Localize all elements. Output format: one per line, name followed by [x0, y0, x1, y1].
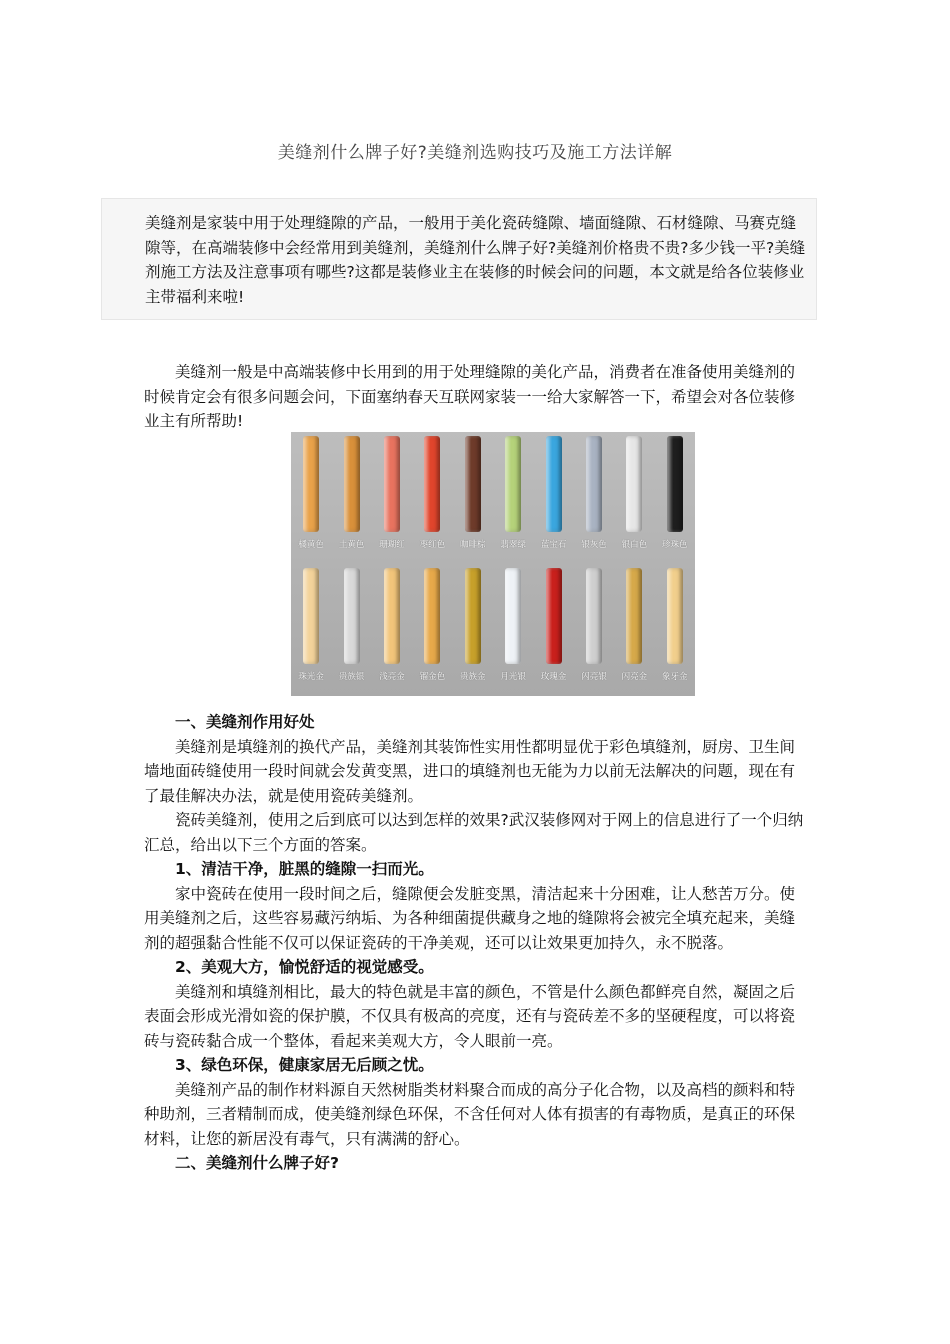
swatch-strip-row1-3: [424, 436, 440, 532]
swatch-label: 象牙金: [662, 672, 688, 682]
point-3-heading: 3、绿色环保，健康家居无后顾之忧。: [175, 1056, 434, 1074]
swatch-strip-row2-0: [303, 568, 319, 664]
swatch-label: 银灰色: [581, 540, 607, 550]
swatch-label: 闪亮金: [621, 672, 648, 682]
point-3-text: 美缝剂产品的制作材料源自天然树脂类材料聚合而成的高分子化合物，以及高档的颜料和特种助剂，三者精制而成，使美缝剂绿色环保，不含任何对人体有损害的有毒物质，是真正的环保材料，让您的新居没有毒气，只有满满的舒心。: [144, 1080, 796, 1148]
swatch-label: 浅亮金: [379, 672, 405, 682]
swatch-strip-row1-4: [465, 436, 481, 532]
swatch-strip-row1-2: [384, 436, 400, 532]
swatch-row-2: [291, 564, 695, 696]
section-2-heading: 二、美缝剂什么牌子好?: [175, 1154, 339, 1172]
swatch-row-1: [291, 432, 695, 564]
swatch-strip-row2-6: [546, 568, 562, 664]
swatch-strip-row1-8: [626, 436, 642, 532]
swatch-label: 橘黄色: [298, 540, 324, 550]
point-1-heading: 1、清洁干净，脏黑的缝隙一扫而光。: [175, 860, 434, 878]
swatch-strip-row2-1: [344, 568, 360, 664]
point-2-heading: 2、美观大方，愉悦舒适的视觉感受。: [175, 958, 434, 976]
swatch-label: 土黄色: [338, 540, 365, 550]
swatch-strip-row1-0: [303, 436, 319, 532]
swatch-strip-row2-4: [465, 568, 481, 664]
swatch-label: 银白色: [621, 540, 648, 550]
swatch-label: 闪亮银: [581, 672, 607, 682]
page-title: 美缝剂什么牌子好?美缝剂选购技巧及施工方法详解: [277, 143, 673, 163]
point-1-text: 家中瓷砖在使用一段时间之后，缝隙便会发脏变黑，清洁起来十分困难，让人愁苦万分。使用美缝剂之后，这些容易藏污纳垢、为各种细菌提供藏身之地的缝隙将会被完全填充起来，美缝剂的超强黏合性能不仅可以保证瓷砖的干净美观，还可以让效果更加持久，永不脱落。: [144, 884, 796, 952]
swatch-strip-row2-9: [667, 568, 683, 664]
section-1-paragraph-1: 美缝剂是填缝剂的换代产品，美缝剂其装饰性实用性都明显优于彩色填缝剂，厨房、卫生间墙地面砖缝使用一段时间就会发黄变黑，进口的填缝剂也无能为力以前无法解决的问题，现在有了最佳解决办法，就是使用瓷砖美缝剂。: [144, 737, 796, 805]
section-1-paragraph-2: 瓷砖美缝剂，使用之后到底可以达到怎样的效果?武汉装修网对于网上的信息进行了一个归纳汇总，给出以下三个方面的答案。: [144, 811, 804, 854]
swatch-label: 镏金色: [419, 672, 446, 682]
swatch-strip-row2-7: [586, 568, 602, 664]
swatch-strip-row1-1: [344, 436, 360, 532]
swatch-label: 珊瑚红: [379, 540, 405, 550]
swatch-label: 玫瑰金: [540, 672, 567, 682]
grout-color-swatch-photo: [291, 432, 695, 696]
swatch-label: 咖啡棕: [460, 540, 486, 550]
summary-box: 美缝剂是家装中用于处理缝隙的产品，一般用于美化瓷砖缝隙、墙面缝隙、石材缝隙、马赛克缝隙等，在高端装修中会经常用到美缝剂，美缝剂什么牌子好?美缝剂价格贵不贵?多少钱一平?美缝剂施工方法及注意事项有哪些?这都是装修业主在装修的时候会问的问题，本文就是给各位装修业主带福利来啦!: [101, 198, 817, 320]
swatch-label: 翡翠绿: [500, 540, 526, 550]
swatch-strip-row2-3: [424, 568, 440, 664]
swatch-label: 贵族金: [460, 672, 486, 682]
swatch-label: 蓝宝石: [540, 540, 567, 550]
swatch-strip-row1-6: [546, 436, 562, 532]
intro-paragraph: 美缝剂一般是中高端装修中长用到的用于处理缝隙的美化产品，消费者在准备使用美缝剂的时候肯定会有很多问题会问，下面塞纳春天互联网家装一一给大家解答一下，希望会对各位装修业主有所帮助!: [144, 363, 796, 430]
section-1: [144, 710, 810, 1176]
swatch-label: 贵族银: [338, 672, 365, 682]
section-1-heading: 一、美缝剂作用好处: [175, 713, 315, 731]
swatch-label: 枣红色: [419, 540, 446, 550]
intro-section: [144, 360, 810, 434]
point-2-text: 美缝剂和填缝剂相比，最大的特色就是丰富的颜色，不管是什么颜色都鲜亮自然，凝固之后表面会形成光滑如瓷的保护膜，不仅具有极高的亮度，还有与瓷砖差不多的坚硬程度，可以将瓷砖与瓷砖黏合成一个整体，看起来美观大方，令人眼前一亮。: [144, 982, 796, 1050]
swatch-label: 珍珠色: [662, 540, 688, 550]
swatch-strip-row1-5: [505, 436, 521, 532]
swatch-label: 珠光金: [298, 672, 324, 682]
swatch-label: 月光银: [500, 672, 526, 682]
swatch-strip-row1-9: [667, 436, 683, 532]
swatch-strip-row2-2: [384, 568, 400, 664]
swatch-strip-row2-5: [505, 568, 521, 664]
swatch-strip-row2-8: [626, 568, 642, 664]
swatch-strip-row1-7: [586, 436, 602, 532]
